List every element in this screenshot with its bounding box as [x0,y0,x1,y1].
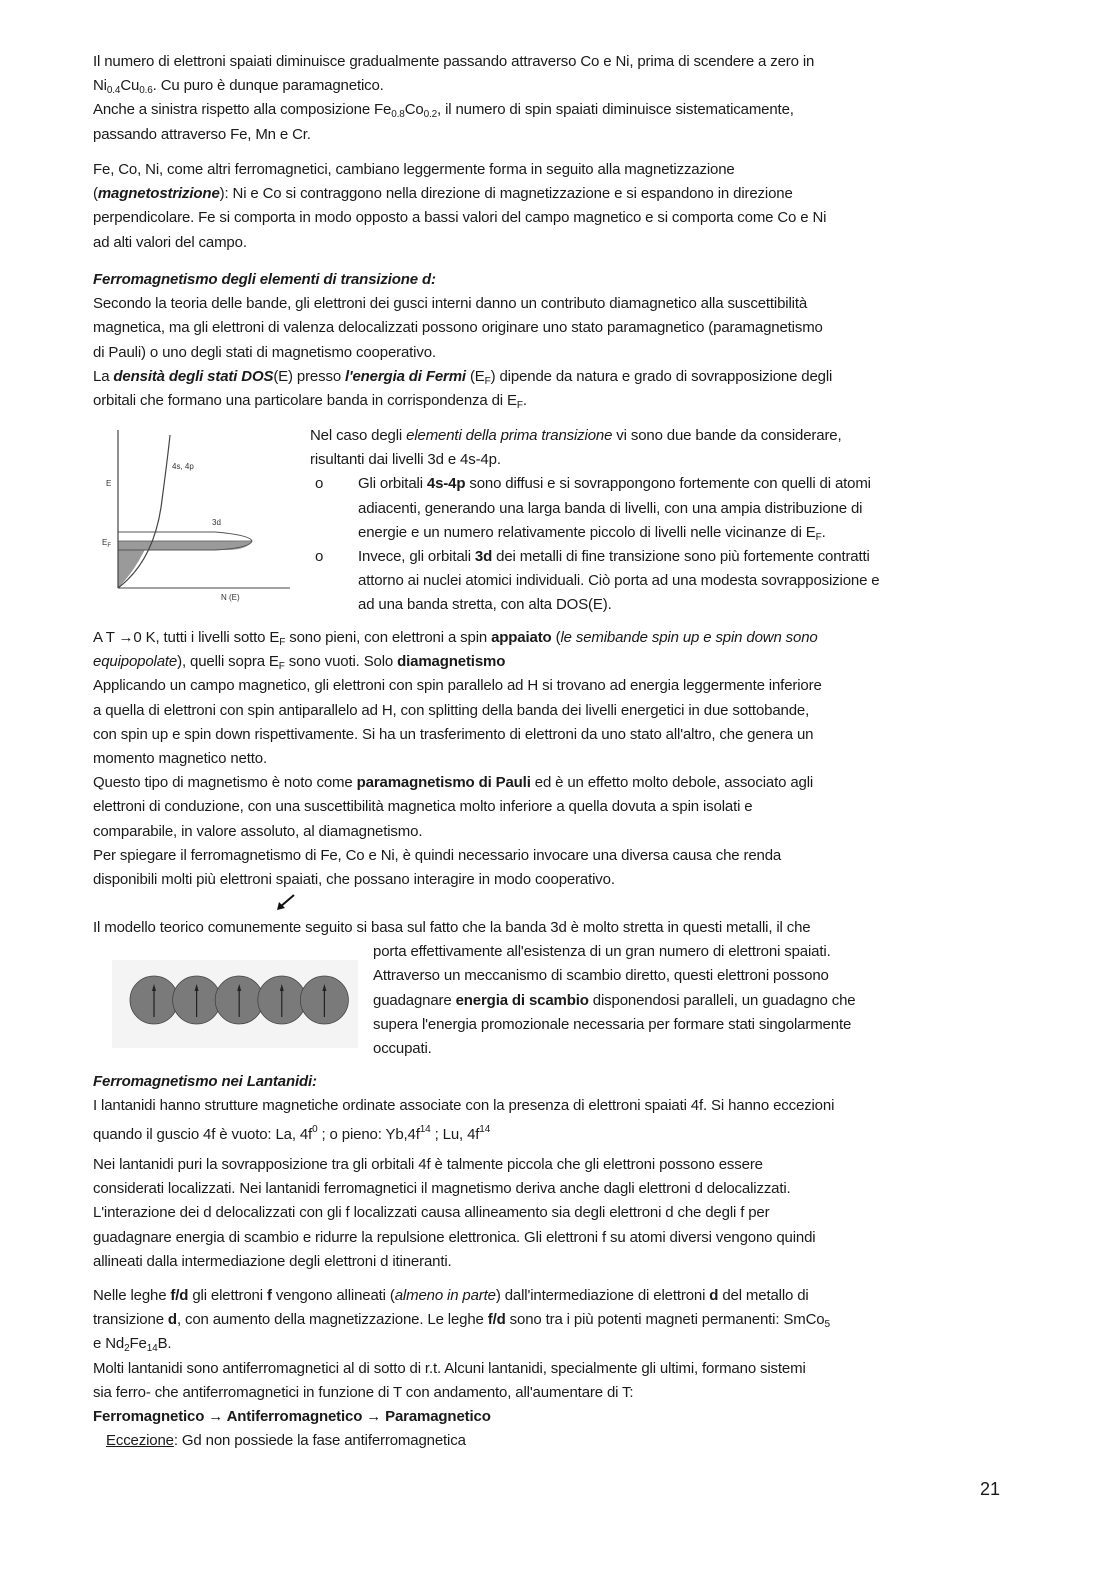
text-line [93,206,826,230]
text-line [310,545,880,569]
text-run: disponibili molti più elettroni spaiati, che possano interagire in modo cooperativo. [93,870,615,888]
text-line [93,1429,830,1453]
text-run: I lantanidi hanno strutture magnetiche ordinate associate con la presenza di elettroni spaiati 4f. Si hanno eccezioni [93,1097,835,1115]
text-run: ): Ni e Co si contraggono nella direzione di magnetizzazione e si espandono in direzione [219,185,793,203]
text-run: Anche a sinistra rispetto alla composizione Fe [93,101,392,119]
text-run: guadagnare energia di scambio e ridurre la repulsione elettronica. Gli elettroni f su atomi diversi vengono quindi [93,1228,816,1246]
text-run: passando attraverso Fe, Mn e Cr. [93,125,311,143]
text-run: allineati dalla intermediazione degli elettroni d itineranti. [93,1252,452,1270]
text-line [93,316,832,340]
text-run: comparabile, in valore assoluto, al diamagnetismo. [93,822,423,840]
bullet-marker: o [315,547,324,565]
text-run: 4s-4p [426,475,466,493]
text-run: 5 [824,1319,830,1331]
text-run: F [279,637,286,648]
text-line [93,868,822,892]
text-run: perpendicolare. Fe si comporta in modo opposto a bassi valori del campo magnetico e si comporta come Co e Ni [93,209,827,227]
text-run: Applicando un campo magnetico, gli elettroni con spin parallelo ad H si trovano ad energia leggermente inferiore [93,677,822,695]
fermi-label: $E_F$ [102,538,112,549]
text-line [93,50,814,74]
text-run: 14 [419,1124,431,1136]
paragraph-pure-lanthanides [93,1153,816,1274]
text-run: quando il guscio 4f è vuoto: La, 4f [93,1126,313,1144]
text-line [93,674,822,698]
text-line [93,916,856,940]
text-run: Nel caso degli [310,427,407,444]
text-run: magnetostrizione [97,185,220,203]
text-run: paramagnetismo di Pauli [356,774,531,792]
text-run: Il modello teorico comunemente seguito si basa sul fatto che la banda 3d è molto stretta in questi metalli, il che [93,919,811,936]
text-line [93,747,822,771]
text-run: ), quelli sopra E [177,653,279,671]
text-run: : Gd non possiede la fase antiferromagnetica [173,1432,466,1450]
text-run: e Nd [93,1335,125,1353]
text-run: . Cu puro è dunque paramagnetico. [152,77,384,95]
text-run: Gli orbitali [358,475,427,493]
text-line [93,1070,834,1094]
text-line [93,820,822,844]
text-line [93,123,814,147]
parallel-spins-figure [112,960,358,1048]
text-run: f/d [170,1287,189,1304]
text-run: supera l'energia promozionale necessaria per formare stati singolarmente [373,1015,852,1033]
text-run: risultanti dai livelli 3d e 4s-4p. [310,451,501,469]
text-run: , con aumento della magnetizzazione. Le leghe [176,1311,488,1329]
text-run: d [167,1311,177,1329]
text-line [93,699,822,723]
text-run: orbitali che formano una particolare banda in corrispondenza di E [93,391,517,409]
text-run: Ferromagnetico → Antiferromagnetico → Paramagnetico [93,1407,491,1425]
text-run: almeno in parte [394,1287,496,1304]
text-run: 3d [474,547,493,565]
text-run: densità degli stati DOS [113,367,274,385]
text-line [93,1284,830,1308]
text-run: (E) presso [273,367,346,385]
dos-band-diagram [95,420,305,610]
text-line [310,593,880,617]
page-number: 21 [980,1479,1001,1499]
text-run: sono vuoti. Solo [284,653,398,671]
text-run: del metallo di [718,1287,809,1304]
text-line [93,1250,816,1274]
text-run: energie e un numero relativamente piccolo di livelli nelle vicinanze di E [358,523,816,541]
text-line [93,292,832,316]
text-run: . [821,523,826,541]
text-run: ( [551,629,561,646]
text-line [93,1381,830,1405]
text-line [310,569,880,593]
axis-y-label: E [106,479,112,488]
text-line [93,158,826,182]
text-run: Nei lantanidi puri la sovrapposizione tra gli orbitali 4f è talmente piccola che gli elettroni possono essere [93,1156,763,1173]
text-run: sono pieni, con elettroni a spin [285,629,492,646]
text-run: F [278,661,285,673]
text-line [93,626,822,650]
text-run: equipopolate [93,653,178,671]
text-line [93,341,832,365]
text-run: sono diffusi e si sovrappongono fortemente con quelli di atomi [465,475,871,493]
text-run: Fe, Co, Ni, come altri ferromagnetici, cambiano leggermente forma in seguito alla magnetizzazione [93,161,735,178]
paragraph-pauli-paramagnetism [93,626,822,892]
text-run: sia ferro- che antiferromagnetici in funzione di T con andamento, all'aumentare di T: [93,1383,634,1401]
text-run: porta effettivamente all'esistenza di un gran numero di elettroni spaiati. [373,943,831,961]
text-line [93,1332,830,1356]
text-run: dei metalli di fine transizione sono più fortemente contratti [492,547,870,565]
text-line [93,844,822,868]
text-run: La [93,367,114,385]
text-run: B. [157,1335,172,1353]
text-line [93,1094,834,1118]
axis-x-label: N (E) [221,593,240,602]
text-run: considerati localizzati. Nei lantanidi ferromagnetici il magnetismo deriva anche dagli elettroni d delocalizzati. [93,1180,791,1198]
paragraph-unpaired-electrons [93,50,814,147]
text-run: 0.2 [423,109,438,121]
text-run: guadagnare [373,991,456,1009]
text-run: Questo tipo di magnetismo è noto come [93,774,357,792]
text-run: ) dall'intermediazione di elettroni [495,1287,710,1304]
text-line [93,723,822,747]
text-run: disponendosi paralleli, un guadagno che [588,991,856,1009]
text-run: A T →0 K, tutti i livelli sotto E [93,629,280,646]
text-run: F [815,531,822,543]
text-run: Cu [120,77,140,95]
text-line [93,74,814,98]
section-transition-ferromagnetism [93,268,832,413]
text-line [93,650,822,674]
paragraph-magnetostriction [93,158,826,255]
text-run: Eccezione [106,1432,174,1450]
text-run: elementi della prima transizione [406,427,613,444]
text-line [93,771,822,795]
text-line [310,472,880,496]
text-line [93,1226,816,1250]
text-line [93,365,832,389]
text-line [310,521,880,545]
text-run: l'energia di Fermi [345,367,466,385]
text-run: adiacenti, generando una larga banda di livelli, con una ampia distribuzione di [358,499,863,517]
text-run: occupati. [373,1039,432,1057]
text-line [310,424,880,448]
text-run: Ferromagnetismo degli elementi di transizione d: [93,271,436,288]
text-line [93,1118,834,1142]
text-run: (E [465,367,485,385]
text-run: energia di scambio [455,991,589,1009]
text-run: d [709,1287,719,1304]
text-run: Ferromagnetismo nei Lantanidi: [93,1073,317,1090]
text-run: F [516,399,523,411]
paragraph-fd-alloys [93,1284,830,1453]
text-run: a quella di elettroni con spin antiparallelo ad H, con splitting della banda dei livelli energetici in due sottobande, [93,701,810,719]
text-run: Invece, gli orbitali [358,547,475,565]
text-line [310,497,880,521]
text-run: f [266,1287,272,1304]
text-line [93,1357,830,1381]
text-run: F [484,375,491,387]
text-run: le semibande spin up e spin down sono [560,629,818,646]
text-run: ) dipende da natura e grado di sovrapposizione degli [490,367,833,385]
text-run: vengono allineati ( [271,1287,395,1304]
text-run: diamagnetismo [397,653,506,671]
text-run: Il numero di elettroni spaiati diminuisce gradualmente passando attraverso Co e Ni, prima di scendere a zero in [93,53,815,70]
text-run: elettroni di conduzione, con una suscettibilità magnetica molto inferiore a quella dovuta a spin isolati e [93,798,753,816]
text-run: ed è un effetto molto debole, associato agli [530,774,814,792]
text-run: ; Lu, 4f [430,1126,480,1144]
text-run: . [522,391,527,409]
band-4s4p-label: 4s, 4p [172,462,194,471]
text-run: Secondo la teoria delle bande, gli elettroni dei gusci interni danno un contributo diamagnetico alla suscettibilità [93,295,808,313]
bullet-marker: o [315,475,324,493]
text-run: Attraverso un meccanismo di scambio diretto, questi elettroni possono [373,967,829,985]
text-run: 2 [124,1343,130,1355]
text-run: Molti lantanidi sono antiferromagnetici al di sotto di r.t. Alcuni lantanidi, specialmente gli ultimi, formano sistemi [93,1359,806,1377]
text-run: transizione [93,1311,168,1329]
text-run: f/d [487,1311,506,1329]
text-line [93,795,822,819]
text-run: 14 [146,1343,158,1355]
text-line [93,1201,816,1225]
text-run: di Pauli) o uno degli stati di magnetismo cooperativo. [93,343,436,361]
text-line [93,1405,830,1429]
text-line [93,389,832,413]
band-3d-label: 3d [212,518,221,527]
text-run: 0 [312,1124,318,1136]
text-run: Ni [93,77,107,95]
text-line [93,98,814,122]
text-run: sono tra i più potenti magneti permanenti: SmCo [505,1311,825,1329]
text-line [93,1177,816,1201]
arrow-down-left-icon [274,893,298,913]
text-run: momento magnetico netto. [93,749,267,767]
text-run: gli elettroni [188,1287,267,1304]
text-run: ad una banda stretta, con alta DOS(E). [358,596,612,614]
text-run: L'interazione dei d delocalizzati con gli f localizzati causa allineamento sia degli elettroni d che degli f per [93,1204,770,1222]
section-lanthanides [93,1070,834,1143]
text-run: ( [93,185,98,203]
text-line [93,268,832,292]
text-run: 0.8 [391,109,405,121]
text-line [93,182,826,206]
text-run: , il numero di spin spaiati diminuisce sistematicamente, [437,101,794,119]
text-run: 0.4 [106,85,121,97]
text-line [93,231,826,255]
text-run: 0.6 [139,85,153,97]
text-run: Nelle leghe [93,1287,171,1304]
text-run: Fe [129,1335,147,1353]
text-run: appaiato [491,629,552,646]
text-run: ; o pieno: Yb,4f [317,1126,420,1144]
text-run: Per spiegare il ferromagnetismo di Fe, Co e Ni, è quindi necessario invocare una diversa causa che renda [93,846,782,864]
text-line [310,448,880,472]
text-run: con spin up e spin down rispettivamente. Si ha un trasferimento di elettroni da uno stato all'altro, che genera un [93,725,814,743]
text-run: attorno ai nuclei atomici individuali. Ciò porta ad una modesta sovrapposizione e [358,572,880,590]
text-run: Co [404,101,424,119]
text-line [93,1153,816,1177]
text-run: ad alti valori del campo. [93,233,247,251]
text-run: 14 [479,1124,491,1136]
text-run: magnetica, ma gli elettroni di valenza delocalizzati possono originare uno stato paramagnetico (paramagnetismo [93,319,823,337]
paragraph-first-transition-bands [310,424,880,618]
text-line [93,1308,830,1332]
text-run: vi sono due bande da considerare, [612,427,842,444]
